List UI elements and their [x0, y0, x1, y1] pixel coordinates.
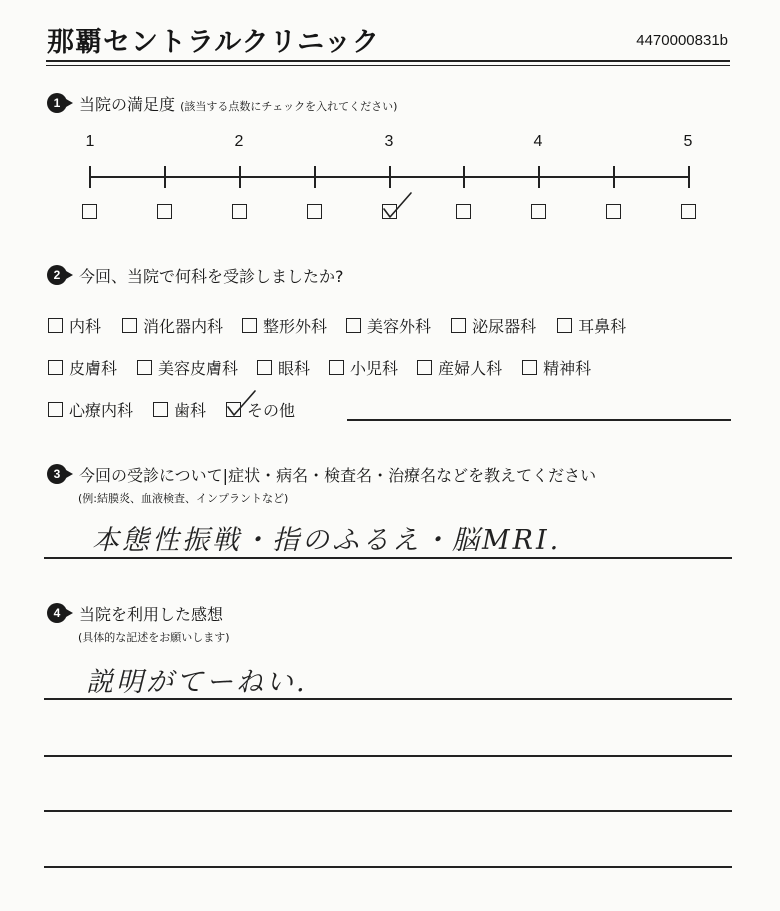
department-checkbox[interactable]: [522, 360, 537, 375]
question-3-answer[interactable]: 本態性振戦・指のふるえ・脳MRI.: [92, 525, 562, 556]
department-checkbox[interactable]: [48, 360, 63, 375]
form-id: 4470000831b: [636, 32, 728, 49]
department-option[interactable]: [329, 356, 398, 379]
question-3-title: 今回の受診について|症状・病名・検査名・治療名などを教えてください: [79, 466, 597, 485]
question-1-note: (該当する点数にチェックを入れてください): [180, 100, 398, 113]
satisfaction-checkbox[interactable]: [531, 204, 546, 219]
department-checkbox[interactable]: [417, 360, 432, 375]
question-4-answer-line-2[interactable]: [44, 755, 732, 757]
satisfaction-checkbox[interactable]: [681, 204, 696, 219]
department-label: その他: [247, 401, 296, 420]
department-label: 美容皮膚科: [158, 359, 239, 378]
department-option[interactable]: [226, 398, 295, 421]
department-option[interactable]: [257, 356, 310, 379]
scale-label-3: 3: [384, 133, 394, 150]
scale-tick: [688, 166, 690, 188]
department-row-1: [48, 314, 626, 337]
department-label: 皮膚科: [69, 359, 118, 378]
department-label: 耳鼻科: [578, 317, 627, 336]
department-label: 整形外科: [263, 317, 328, 336]
question-4-answer[interactable]: 説明がてーねい.: [86, 667, 308, 698]
department-label: 小児科: [350, 359, 399, 378]
question-3-note: (例:結膜炎、血液検査、インプラントなど): [78, 492, 289, 505]
department-option[interactable]: [48, 398, 133, 421]
scale-tick: [164, 166, 166, 188]
question-3-answer-line: [44, 557, 732, 559]
department-label: 美容外科: [367, 317, 432, 336]
department-option[interactable]: [137, 356, 238, 379]
department-checkbox[interactable]: [451, 318, 466, 333]
department-checkbox[interactable]: [242, 318, 257, 333]
department-label: 泌尿器科: [472, 317, 537, 336]
question-4-number: 4: [47, 603, 67, 623]
question-4-answer-line-3[interactable]: [44, 810, 732, 812]
department-option[interactable]: [346, 314, 431, 337]
satisfaction-checkbox[interactable]: [456, 204, 471, 219]
scale-label-1: 1: [85, 133, 95, 150]
question-2-number: 2: [47, 265, 67, 285]
question-1-title: [79, 92, 397, 115]
department-label: 産婦人科: [438, 359, 503, 378]
department-checkbox[interactable]: [153, 402, 168, 417]
scale-label-2: 2: [234, 133, 244, 150]
department-label: 歯科: [174, 401, 207, 420]
department-checkbox[interactable]: [48, 318, 63, 333]
question-1-title-text: 当院の満足度: [79, 95, 176, 114]
question-1-number: 1: [47, 93, 67, 113]
scale-label-4: 4: [533, 133, 543, 150]
department-option[interactable]: [242, 314, 327, 337]
department-label: 精神科: [543, 359, 592, 378]
department-checkbox[interactable]: [346, 318, 361, 333]
department-checkbox[interactable]: [257, 360, 272, 375]
department-row-2: [48, 356, 591, 379]
department-checkbox[interactable]: [137, 360, 152, 375]
question-2-title: 今回、当院で何科を受診しましたか?: [79, 267, 344, 286]
department-option[interactable]: [522, 356, 591, 379]
satisfaction-checkbox[interactable]: [82, 204, 97, 219]
department-label: 消化器内科: [143, 317, 224, 336]
scale-tick: [389, 166, 391, 188]
scale-tick: [538, 166, 540, 188]
scale-label-5: 5: [683, 133, 693, 150]
department-checkbox[interactable]: [557, 318, 572, 333]
scale-tick: [613, 166, 615, 188]
satisfaction-checkbox[interactable]: [157, 204, 172, 219]
clinic-name: 那覇セントラルクリニック: [47, 27, 381, 58]
department-label: 内科: [69, 317, 102, 336]
department-option[interactable]: [48, 314, 101, 337]
question-4-answer-line-4[interactable]: [44, 866, 732, 868]
satisfaction-checkbox[interactable]: [382, 204, 397, 219]
header-rule-top: [46, 60, 730, 62]
department-checkbox[interactable]: [122, 318, 137, 333]
other-write-in-line[interactable]: [347, 419, 731, 421]
department-row-3: [48, 398, 295, 421]
department-option[interactable]: [48, 356, 117, 379]
question-3-number: 3: [47, 464, 67, 484]
department-option[interactable]: [122, 314, 223, 337]
question-4-title: 当院を利用した感想: [79, 605, 224, 624]
department-checkbox[interactable]: [329, 360, 344, 375]
scale-tick: [239, 166, 241, 188]
department-label: 眼科: [278, 359, 311, 378]
department-option[interactable]: [451, 314, 536, 337]
scale-tick: [89, 166, 91, 188]
question-4-answer-line-1: [44, 698, 732, 700]
satisfaction-checkbox[interactable]: [606, 204, 621, 219]
department-option[interactable]: [417, 356, 502, 379]
scale-tick: [314, 166, 316, 188]
header-rule-bottom: [46, 65, 730, 66]
department-option[interactable]: [557, 314, 626, 337]
department-checkbox[interactable]: [226, 402, 241, 417]
question-4-note: (具体的な記述をお願いします): [78, 631, 230, 644]
satisfaction-checkbox[interactable]: [307, 204, 322, 219]
department-checkbox[interactable]: [48, 402, 63, 417]
department-label: 心療内科: [69, 401, 134, 420]
scale-tick: [463, 166, 465, 188]
department-option[interactable]: [153, 398, 206, 421]
satisfaction-checkbox[interactable]: [232, 204, 247, 219]
